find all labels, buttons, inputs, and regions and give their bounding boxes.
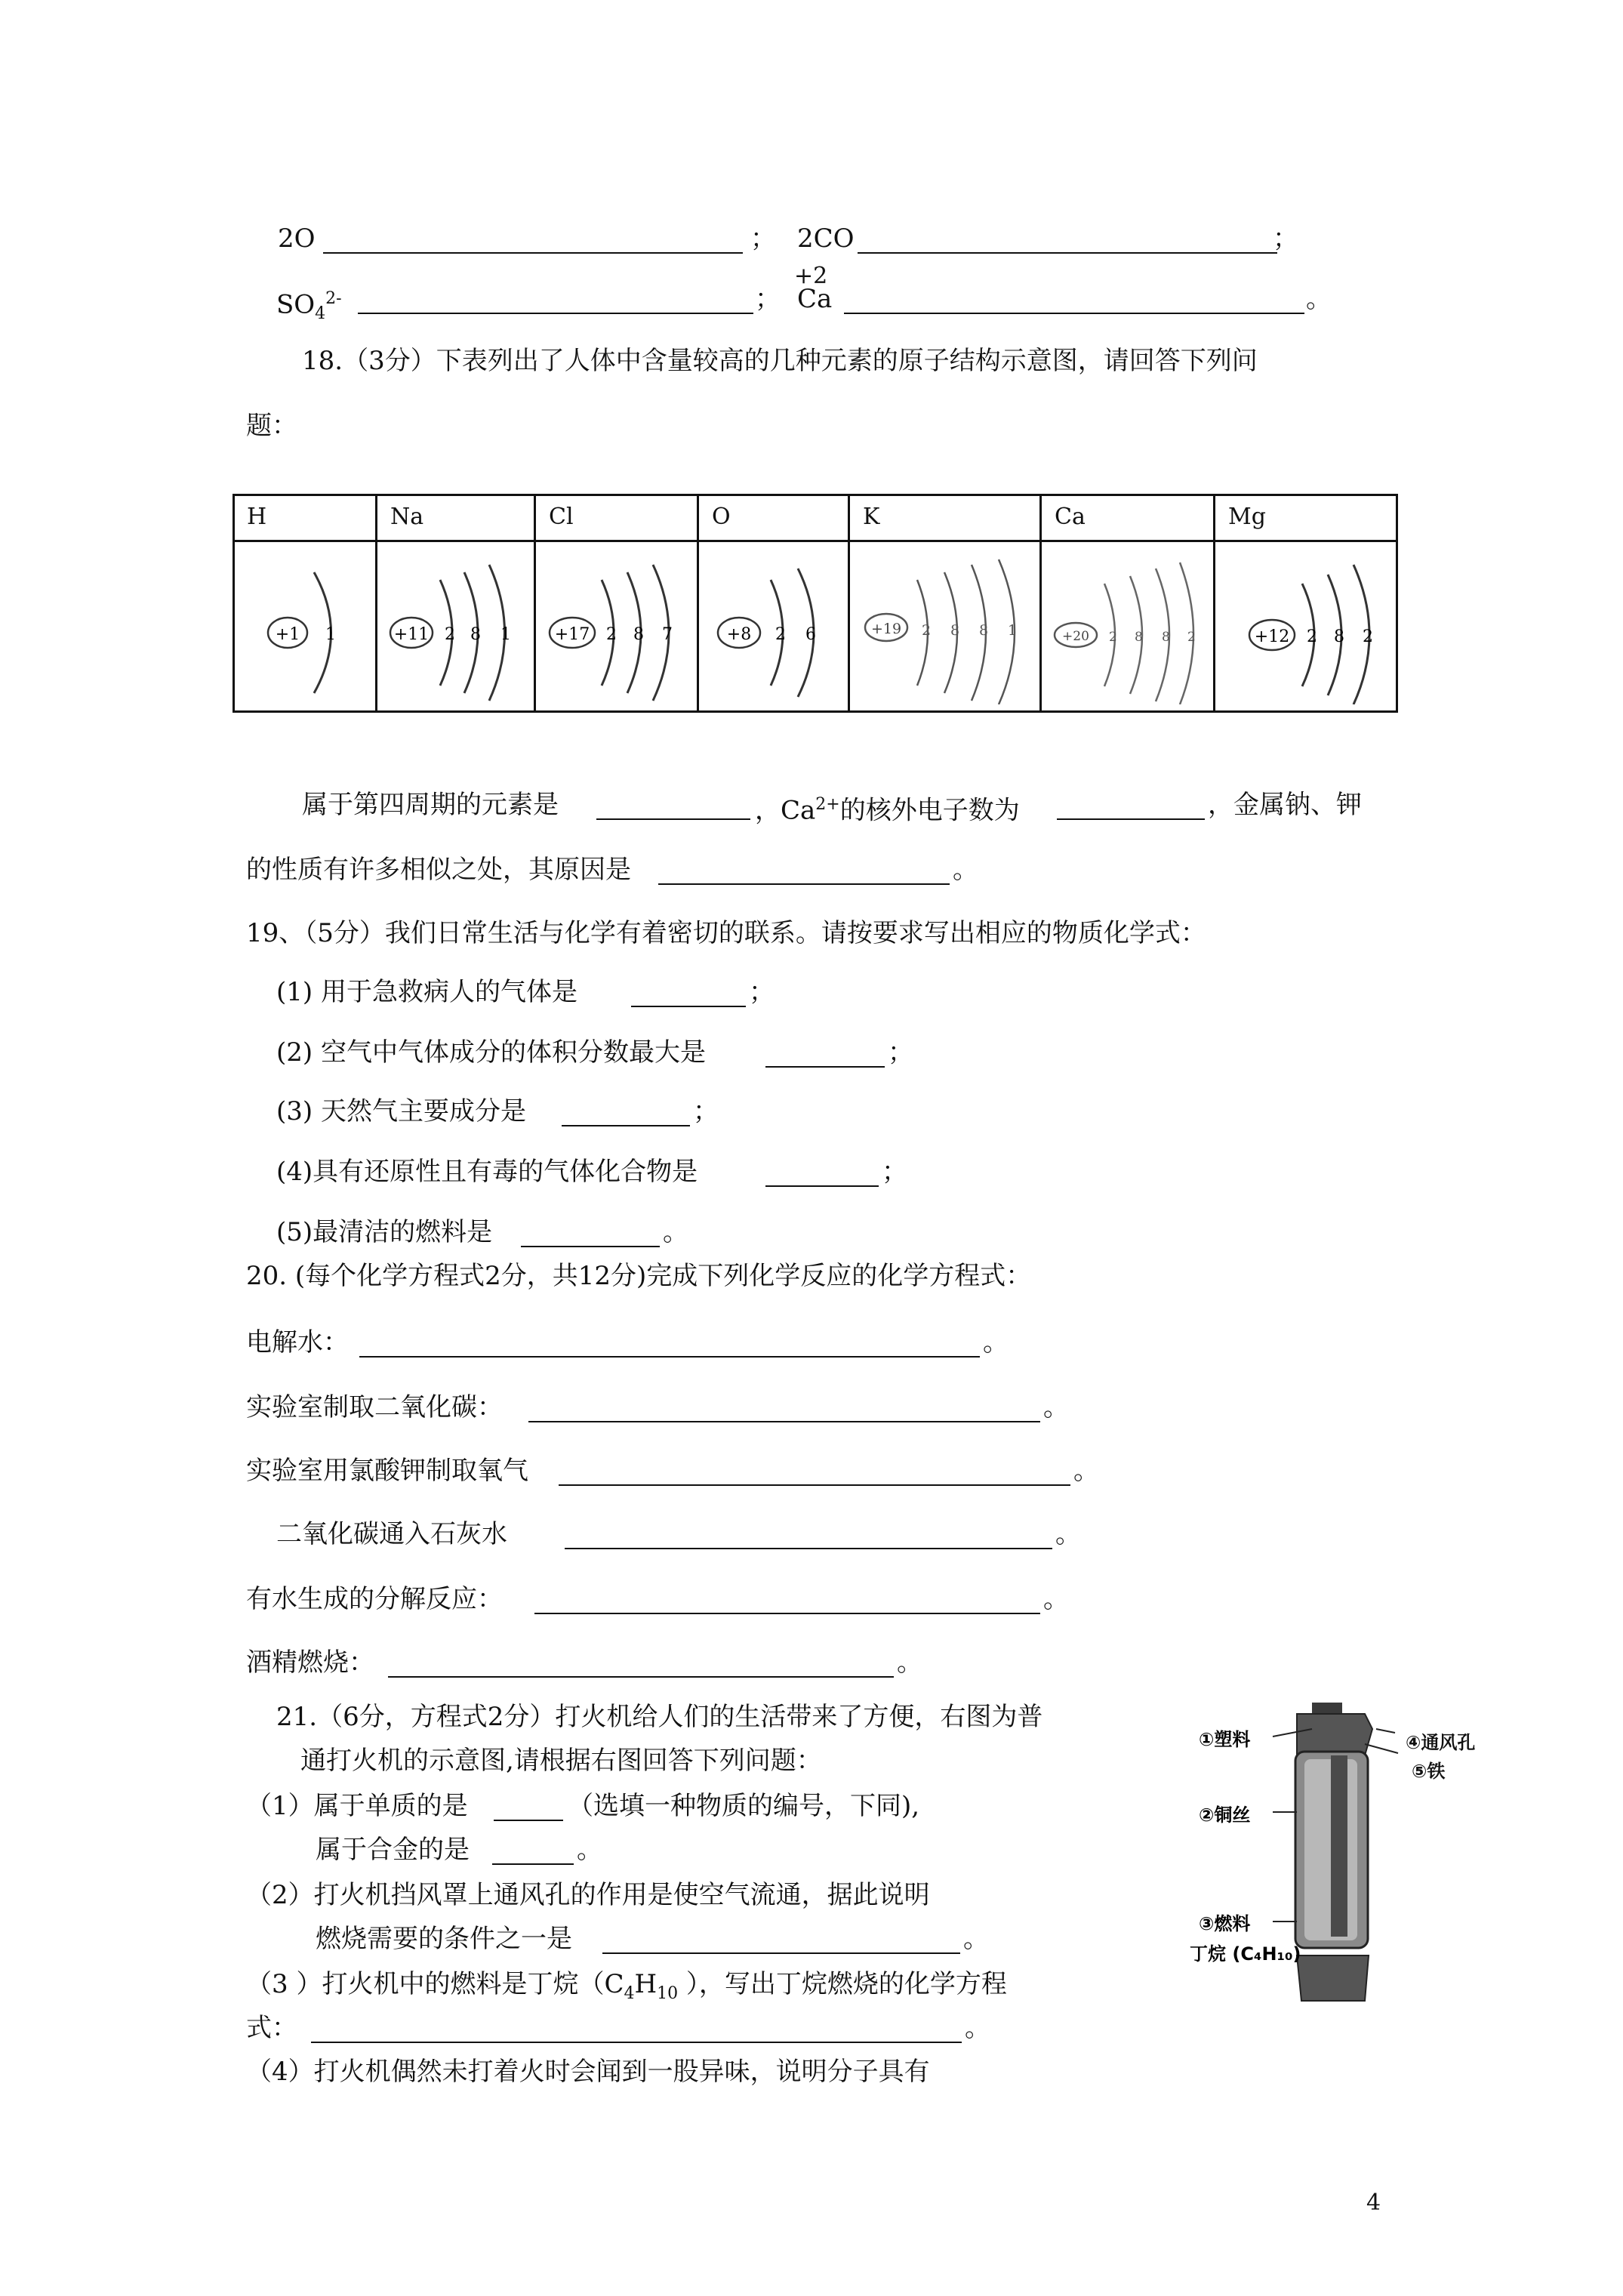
element-symbol: O <box>712 504 731 530</box>
shell-count: 8 <box>633 625 644 644</box>
symbol-2CO: 2CO <box>797 223 855 254</box>
period: 。 <box>577 1835 602 1865</box>
nucleus-charge: +19 <box>870 621 902 637</box>
nucleus-charge: +17 <box>554 625 590 644</box>
shell-count: 2 <box>1363 627 1373 646</box>
q20-item: 有水生成的分解反应： <box>246 1584 503 1614</box>
shell-count: 7 <box>662 625 673 644</box>
q19-item: (2) 空气中气体成分的体积分数最大是 <box>276 1037 706 1068</box>
atom-diagram-K <box>852 546 1037 704</box>
period: 。 <box>663 1217 688 1247</box>
q21-line5: （2）打火机挡风罩上通风孔的作用是使空气流通，据此说明 <box>246 1880 930 1910</box>
q-sub: 4 <box>624 1983 635 2003</box>
q21-line8: 式： <box>246 2013 297 2043</box>
answer-blank[interactable] <box>602 1928 960 1954</box>
q-text: 的核外电子数为 <box>839 795 1020 826</box>
label-copper-wire: ②铜丝 <box>1199 1804 1251 1826</box>
q21-line6: 燃烧需要的条件之一是 <box>316 1924 572 1954</box>
shell-count: 2 <box>775 625 786 644</box>
shell-count: 2 <box>1109 630 1117 645</box>
nucleus-charge: +11 <box>393 625 430 644</box>
separator: ； <box>693 1096 719 1126</box>
q21-line1: 21.（6分，方程式2分）打火机给人们的生活带来了方便，右图为普 <box>276 1702 1043 1732</box>
shell-count: 1 <box>325 625 336 644</box>
label-vent-hole: ④通风孔 <box>1406 1732 1476 1753</box>
valence-mark: +2 <box>794 263 828 289</box>
answer-blank[interactable] <box>1057 794 1205 820</box>
separator: ； <box>888 1037 913 1068</box>
label-plastic: ①塑料 <box>1199 1729 1251 1750</box>
q21-line3b: （选填一种物质的编号，下同), <box>568 1791 920 1821</box>
answer-blank[interactable] <box>494 1795 563 1821</box>
atom-diagram-Ca <box>1044 546 1210 704</box>
period: 。 <box>897 1647 922 1678</box>
element-symbol: Cl <box>549 504 574 530</box>
period: 。 <box>963 1924 989 1954</box>
symbol-Ca: Ca <box>797 284 833 314</box>
pointer-line <box>1376 1729 1395 1733</box>
answer-blank[interactable] <box>765 1161 879 1187</box>
element-symbol: H <box>247 504 267 530</box>
period: 。 <box>1055 1519 1081 1549</box>
shell-count: 1 <box>1008 622 1018 639</box>
element-symbol: K <box>863 504 880 530</box>
period: 。 <box>953 855 978 885</box>
shell-count: 2 <box>606 625 617 644</box>
wind-guard <box>1297 1714 1372 1755</box>
q21-line2: 通打火机的示意图,请根据右图回答下列问题： <box>300 1746 822 1776</box>
separator: ； <box>750 223 776 254</box>
shell-count: 8 <box>470 625 481 644</box>
shell-count: 2 <box>1307 627 1317 646</box>
q20-item: 二氧化碳通入石灰水 <box>276 1519 507 1549</box>
atom-diagram-Cl <box>538 546 693 704</box>
q20-item: 实验室用氯酸钾制取氧气 <box>246 1456 528 1486</box>
q-text: （3 ）打火机中的燃料是丁烷（C <box>246 1969 624 1999</box>
q-text: ，Ca <box>755 795 816 826</box>
column-divider <box>848 496 850 710</box>
answer-blank[interactable] <box>658 859 950 885</box>
atom-diagram-Na <box>380 546 531 704</box>
column-divider <box>534 496 536 710</box>
lighter-figure <box>1184 1699 1433 2016</box>
label-iron: ⑤铁 <box>1412 1761 1446 1782</box>
shell-count: 1 <box>500 625 511 644</box>
answer-blank[interactable] <box>844 288 1304 314</box>
shell-count: 8 <box>1334 627 1344 646</box>
q20-item: 实验室制取二氧化碳： <box>246 1392 503 1422</box>
answer-blank[interactable] <box>534 1589 1040 1614</box>
answer-blank[interactable] <box>311 2017 962 2043</box>
element-symbol: Na <box>390 504 424 530</box>
atom-structure-table <box>233 494 1398 713</box>
q19-item: (5)最清洁的燃料是 <box>276 1217 493 1247</box>
q19-item: (4)具有还原性且有毒的气体化合物是 <box>276 1157 698 1187</box>
lighter-rod <box>1331 1755 1347 1937</box>
shell-count: 2 <box>1187 630 1196 645</box>
column-divider <box>1213 496 1215 710</box>
q-sup: 2+ <box>815 795 840 814</box>
answer-blank[interactable] <box>492 1839 574 1865</box>
q18-question-c: ，金属钠、钾 <box>1208 790 1362 820</box>
nucleus-charge: +8 <box>726 625 752 644</box>
separator: ； <box>755 284 781 314</box>
so-text: SO <box>276 289 316 320</box>
period: 。 <box>1043 1392 1069 1422</box>
element-symbol: Ca <box>1055 504 1086 530</box>
lighter-base <box>1297 1955 1369 2001</box>
answer-blank[interactable] <box>359 1332 980 1358</box>
q-sub: 10 <box>657 1983 679 2003</box>
answer-blank[interactable] <box>521 1222 660 1247</box>
label-butane: 丁烷 (C₄H₁₀) <box>1190 1943 1301 1965</box>
nucleus-charge: +12 <box>1254 627 1290 646</box>
answer-blank[interactable] <box>596 794 750 820</box>
answer-blank[interactable] <box>323 228 743 254</box>
q21-line4: 属于合金的是 <box>316 1835 470 1865</box>
q18-line2: 题： <box>246 411 297 441</box>
column-divider <box>697 496 699 710</box>
q-text: ），写出丁烷燃烧的化学方程 <box>678 1969 1007 1999</box>
q18-line4: 的性质有许多相似之处，其原因是 <box>246 855 631 885</box>
answer-blank[interactable] <box>631 982 746 1007</box>
column-divider <box>1039 496 1042 710</box>
answer-blank[interactable] <box>388 1652 894 1678</box>
so-sub: 4 <box>315 304 326 324</box>
q21-line9: （4）打火机偶然未打着火时会闻到一股异味，说明分子具有 <box>246 2057 930 2087</box>
q19-item: (3) 天然气主要成分是 <box>276 1096 526 1126</box>
answer-blank[interactable] <box>765 1042 885 1068</box>
period: 。 <box>983 1327 1009 1358</box>
q18-question-b <box>755 788 1020 827</box>
answer-blank[interactable] <box>358 288 753 314</box>
q-text: H <box>634 1969 658 1999</box>
answer-blank[interactable] <box>528 1397 1040 1422</box>
so-sup: 2- <box>325 289 342 308</box>
shell-count: 8 <box>1135 630 1143 645</box>
period: 。 <box>1043 1584 1069 1614</box>
page-number: 4 <box>1366 2190 1381 2216</box>
symbol-SO4 <box>276 282 342 331</box>
column-divider <box>375 496 377 710</box>
pointer-line <box>1365 1744 1398 1753</box>
period: 。 <box>965 2013 990 2043</box>
nucleus-charge: +1 <box>275 625 300 644</box>
q20-item: 酒精燃烧： <box>246 1647 374 1678</box>
shell-count: 8 <box>979 622 989 639</box>
atom-diagram-O <box>701 546 845 704</box>
atom-diagram-H <box>242 546 371 704</box>
element-symbol: Mg <box>1228 504 1266 530</box>
q19-item: (1) 用于急救病人的气体是 <box>276 977 577 1007</box>
nucleus-charge: +20 <box>1062 629 1089 644</box>
q18-line1: 18.（3分）下表列出了人体中含量较高的几种元素的原子结构示意图，请回答下列问 <box>302 346 1258 376</box>
answer-blank[interactable] <box>565 1524 1052 1549</box>
q20-title: 20. (每个化学方程式2分，共12分)完成下列化学反应的化学方程式： <box>246 1261 1032 1291</box>
separator: ； <box>749 977 775 1007</box>
label-fuel: ③燃料 <box>1199 1913 1251 1934</box>
shell-count: 2 <box>922 622 932 639</box>
separator: ； <box>1273 223 1298 254</box>
symbol-2O: 2O <box>278 223 316 254</box>
separator: 。 <box>1306 284 1332 314</box>
separator: ； <box>882 1157 907 1187</box>
q19-title: 19、（5分）我们日常生活与化学有着密切的联系。请按要求写出相应的物质化学式： <box>246 918 1206 948</box>
answer-blank[interactable] <box>562 1101 690 1126</box>
q20-item: 电解水： <box>246 1327 349 1358</box>
lighter-illustration <box>1184 1699 1433 2016</box>
q21-line7 <box>246 1968 1007 2011</box>
answer-blank[interactable] <box>858 228 1277 254</box>
shell-count: 6 <box>805 625 816 644</box>
period: 。 <box>1073 1456 1099 1486</box>
shell-count: 8 <box>950 622 960 639</box>
shell-count: 8 <box>1162 630 1170 645</box>
shell-count: 2 <box>445 625 455 644</box>
answer-blank[interactable] <box>559 1460 1070 1486</box>
q21-line3: （1）属于单质的是 <box>246 1791 468 1821</box>
q18-question-a: 属于第四周期的元素是 <box>302 790 559 820</box>
atom-diagram-Mg <box>1218 546 1395 704</box>
